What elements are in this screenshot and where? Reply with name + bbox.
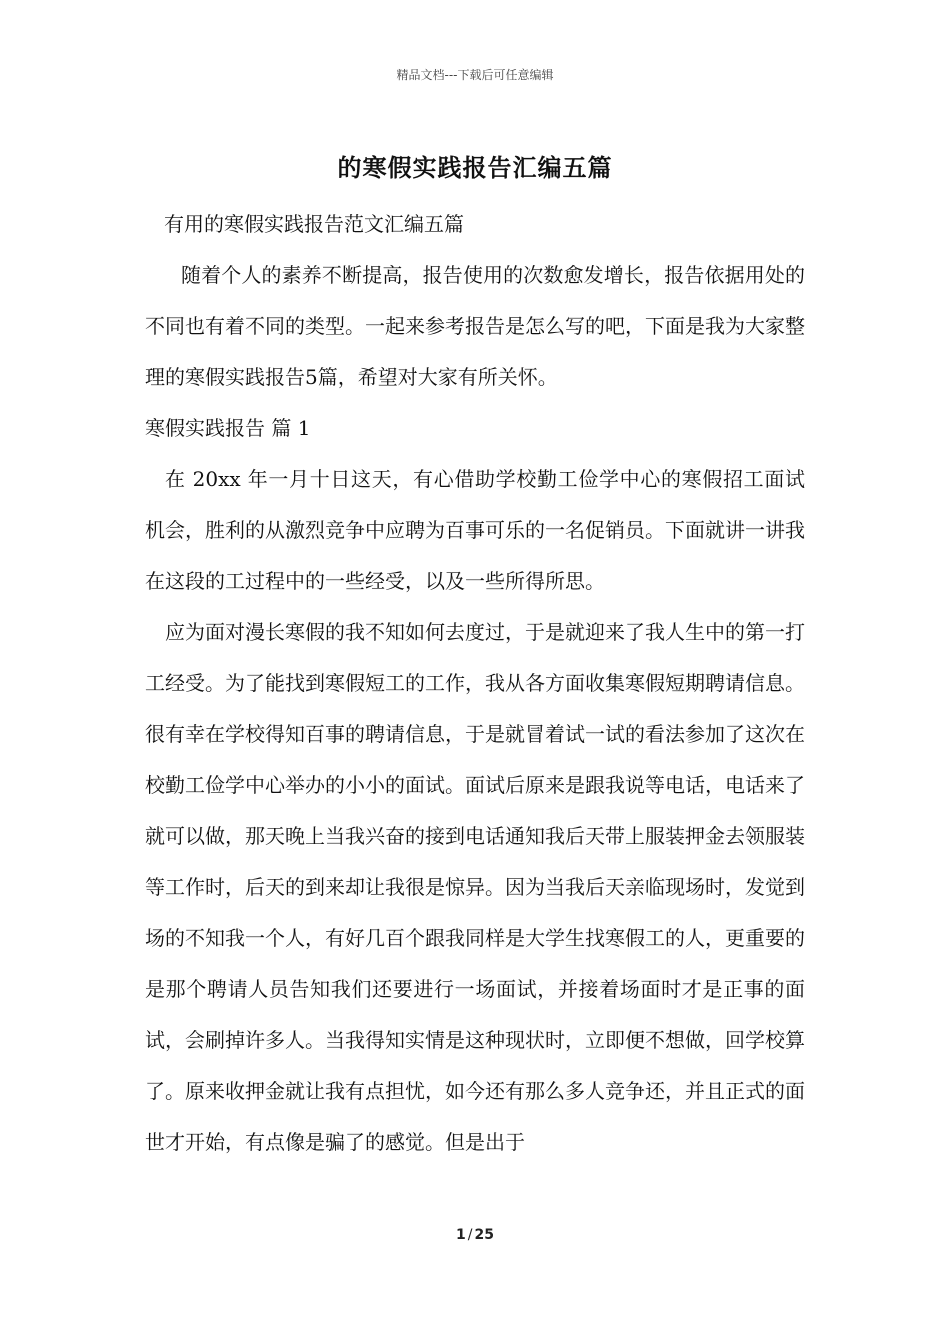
intro-paragraph: 随着个人的素养不断提高，报告使用的次数愈发增长，报告依据用处的不同也有着不同的类型。一起来参考报告是怎么写的吧，下面是我为大家整理的寒假实践报告5篇，希望对大家有所关怀。 [145, 263, 805, 389]
section-heading: 寒假实践报告 篇 1 [145, 416, 311, 440]
page-total: 25 [474, 1227, 494, 1243]
page-number [0, 1227, 950, 1243]
page-separator: / [467, 1227, 473, 1243]
document-subtitle: 有用的寒假实践报告范文汇编五篇 [164, 212, 464, 236]
page-header: 精品文档---下载后可任意编辑 [396, 68, 554, 82]
document-title: 的寒假实践报告汇编五篇 [337, 153, 613, 182]
document-body [145, 250, 805, 1168]
body-paragraph: 应为面对漫长寒假的我不知如何去度过，于是就迎来了我人生中的第一打工经受。为了能找到寒假短工的工作，我从各方面收集寒假短期聘请信息。很有幸在学校得知百事的聘请信息，于是就冒着试一试的看法参加了这次在校勤工俭学中心举办的小小的面试。面试后原来是跟我说等电话，电话来了就可以做，那天晚上当我兴奋的接到电话通知我后天带上服装押金去领服装等工作时，后天的到来却让我很是惊异。因为当我后天亲临现场时，发觉到场的不知我一个人，有好几百个跟我同样是大学生找寒假工的人，更重要的是那个聘请人员告知我们还要进行一场面试，并接着场面时才是正事的面试，会刷掉许多人。当我得知实情是这种现状时，立即便不想做，回学校算了。原来收押金就让我有点担忧，如今还有那么多人竞争还，并且正式的面世才开始，有点像是骗了的感觉。但是出于 [145, 620, 805, 1154]
page-current: 1 [456, 1227, 466, 1243]
body-paragraph: 在 20xx 年一月十日这天，有心借助学校勤工俭学中心的寒假招工面试机会，胜利的从激烈竞争中应聘为百事可乐的一名促销员。下面就讲一讲我在这段的工过程中的一些经受，以及一些所得所思。 [145, 467, 805, 593]
